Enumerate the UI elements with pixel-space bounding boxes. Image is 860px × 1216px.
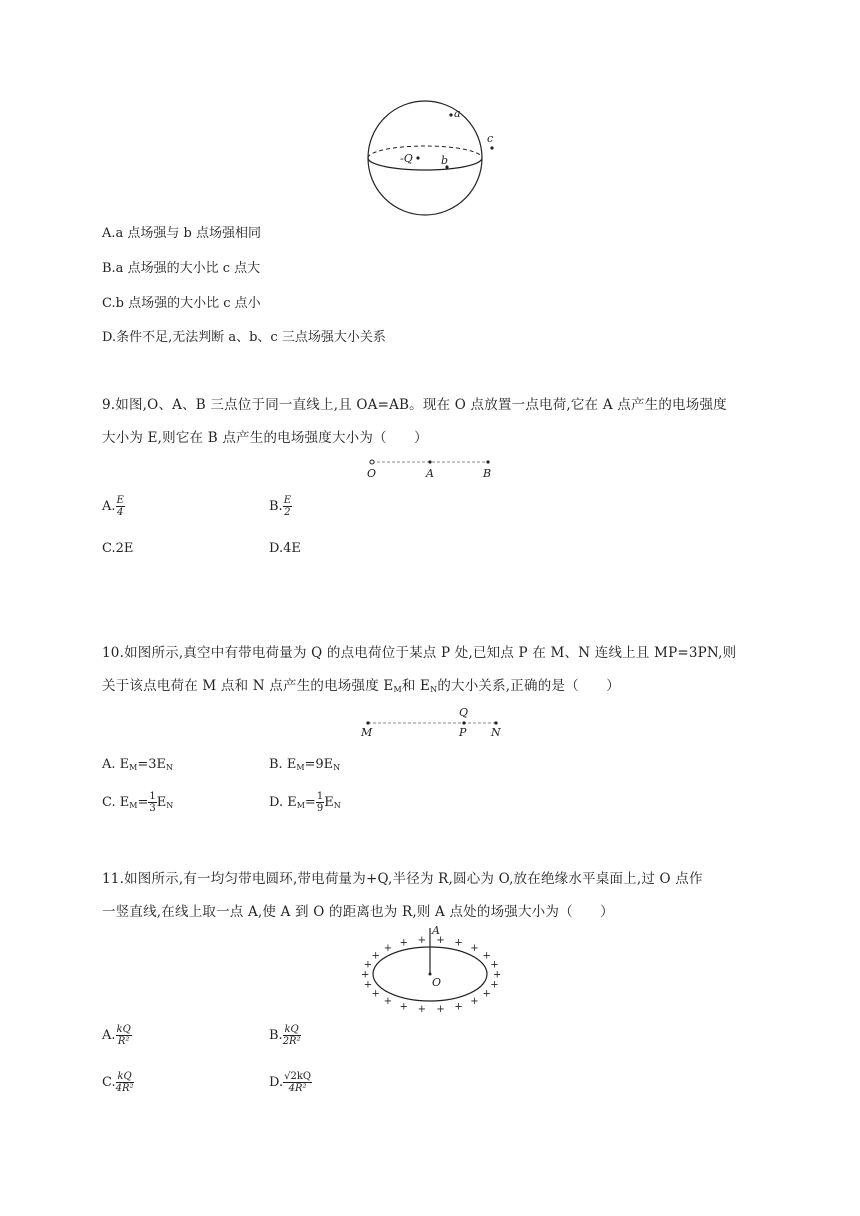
point-o-label: O [432,976,442,989]
q8-option-b: B.a 点场强的大小比 c 点大 [102,261,261,276]
q9-option-b: B. $\frac{E}{2}$ [269,495,291,518]
q11-stem-line2: 一竖直线,在线上取一点 A,使 A 到 O 的距离也为 R,则 A 点处的场强大小为（ ） [102,904,614,920]
charge-q-label: Q [459,706,469,719]
point-a-label: A [426,467,434,480]
plus-charge-sign: + [454,937,463,949]
plus-charge-sign: + [399,937,408,949]
plus-charge-sign: + [383,943,393,954]
plus-charge-sign: + [482,950,491,962]
q8-option-c: C.b 点场强的大小比 c 点小 [102,296,261,311]
q10-stem-line1: 10.如图所示,真空中有带电荷量为 Q 的点电荷位于某点 P 处,已知点 P 在 M、N 连线上且 MP=3PN,则 [102,645,737,661]
point-c-dot [490,146,493,149]
q10-stem-line2: 关于该点电荷在 M 点和 N 点产生的电场强度 $E_M$和 $E_N$的大小关系,正确的是（ ） [102,678,620,694]
plus-charge-sign: + [417,1004,426,1016]
plus-charge-sign: + [371,988,380,1000]
q11-option-b: B. $\frac{kQ}{\text{2R²}}$ [269,1024,301,1047]
point-o-dot [370,460,374,464]
plus-charge-sign: + [436,1004,445,1016]
q10-line-figure [358,703,508,739]
plus-charge-sign: + [371,950,380,962]
plus-charge-sign: + [470,943,479,954]
q8-sphere-figure [355,100,505,220]
q9-option-c: C.2E [102,541,134,556]
plus-charge-sign: + [363,959,373,971]
sphere-equator-back [368,146,482,158]
plus-charge-sign: + [361,969,370,981]
plus-charge-sign: + [363,979,373,991]
plus-charge-sign: + [383,996,393,1007]
plus-charge-sign: + [436,934,445,946]
point-p-label: P [459,726,467,739]
plus-charge-sign: + [490,959,499,971]
point-o-label: O [367,467,377,480]
q9-line-figure [362,455,502,483]
plus-charge-sign: + [470,996,479,1007]
q10-option-b: B. $E_M=9E_N$ [269,757,341,772]
plus-charge-sign: + [454,1001,463,1013]
q11-option-c: C. $\frac{kQ}{\text{4R²}}$ [102,1071,134,1094]
plus-charge-sign: + [482,988,491,1000]
q11-option-d: D. $\frac{√2kQ}{\text{4R²}}$ [269,1071,312,1094]
q11-ring-figure [361,922,502,1016]
q10-option-a: A. $E_M=3E_N$ [102,757,174,772]
point-m-dot [366,721,369,724]
charge-label: -Q [400,152,413,165]
point-p-dot [462,721,465,724]
point-c-label: c [487,132,494,145]
sphere-equator-front [368,158,482,170]
q11-option-a: A. $\frac{kQ}{\text{R²}}$ [102,1024,131,1047]
plus-charge-sign: + [417,934,426,946]
sphere-outline [368,101,482,215]
q9-option-d: D.4E [269,541,301,556]
point-b-label: b [441,154,449,167]
plus-charge-sign: + [490,979,499,991]
point-m-label: M [361,726,373,739]
point-n-label: N [491,726,501,739]
charge-dot [416,156,419,159]
q9-option-a: A. $\frac{E}{4}$ [102,495,124,518]
point-n-dot [494,721,497,724]
q10-option-d: D. $E_M=$ $\frac{1}{9}$ $E_N$ [269,791,341,814]
point-a-dot [449,113,452,116]
plus-charge-sign: + [493,969,502,981]
q9-stem-line1: 9.如图,O、A、B 三点位于同一直线上,且 OA=AB。现在 O 点放置一点电荷,它在 A 点产生的电场强度 [102,397,727,413]
q11-stem-line1: 11.如图所示,有一均匀带电圆环,带电荷量为+Q,半径为 R,圆心为 O,放在绝缘水平桌面上,过 O 点作 [102,871,703,887]
q10-option-c: C. $E_M=$ $\frac{1}{3}$ $E_N$ [102,791,174,814]
point-a-label: A [432,924,440,937]
q9-stem-line2: 大小为 E,则它在 B 点产生的电场强度大小为（ ） [102,430,428,446]
plus-charge-sign: + [399,1001,408,1013]
point-a-label: a [454,107,461,120]
q8-option-d: D.条件不足,无法判断 a、b、c 三点场强大小关系 [102,330,386,345]
q8-option-a: A.a 点场强与 b 点场强相同 [102,226,261,241]
point-a-dot [428,460,431,463]
point-b-label: B [483,467,492,480]
point-b-dot [486,460,489,463]
